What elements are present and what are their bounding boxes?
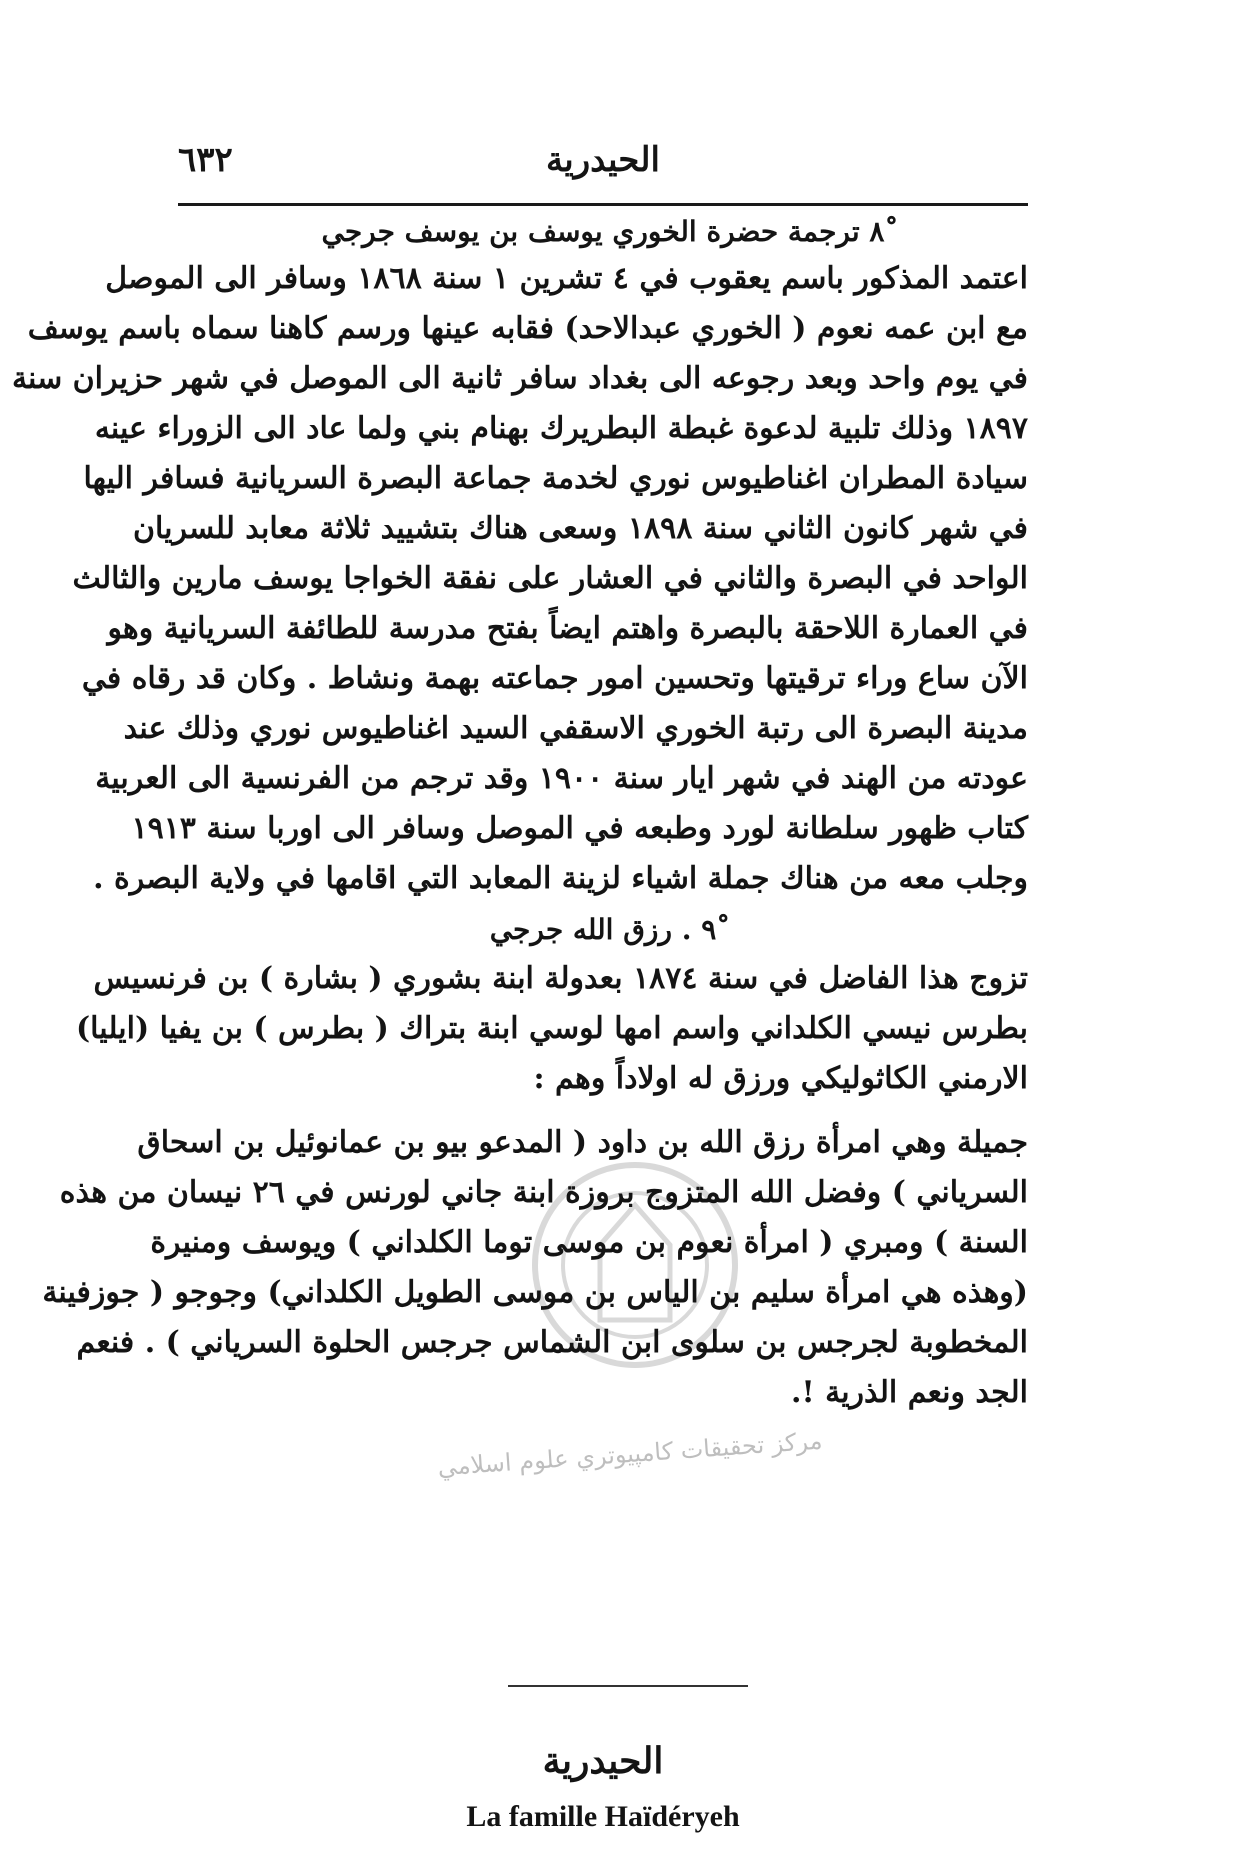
text-line: جميلة وهي امرأة رزق الله بن داود ( المدعو بيو بن عمانوئيل بن اسحاق (137, 1125, 1028, 1160)
watermark-text: مركز تحقيقات كامپيوتري علوم اسلامي (436, 1426, 824, 1482)
text-line: مع ابن عمه نعوم ( الخوري عبدالاحد) فقابه عينها ورسم كاهنا سماه باسم يوسف (27, 311, 1028, 346)
text-line: ١٨٩٧ وذلك تلبية لدعوة غبطة البطريرك بهنام بني ولما عاد الى الزوراء عينه (94, 411, 1028, 446)
text-line: بطرس نيسي الكلداني واسم امها لوسي ابنة بتراك ( بطرس ) بن يفيا (ايليا) (75, 1011, 1028, 1046)
text-line: في العمارة اللاحقة بالبصرة واهتم ايضاً بفتح مدرسة للطائفة السريانية وهو (107, 611, 1028, 646)
text-line: وجلب معه من هناك جملة اشياء لزينة المعابد التي اقامها في ولاية البصرة . (93, 861, 1028, 896)
text-line: (وهذه هي امرأة سليم بن الياس بن موسى الطويل الكلداني) وجوجو ( جوزفينة (42, 1275, 1028, 1310)
section-9-paragraph-1 (75, 954, 1028, 1104)
text-line: مدينة البصرة الى رتبة الخوري الاسقفي السيد اغناطيوس نوري وذلك عند (123, 711, 1028, 746)
next-section-title-arabic: الحيدرية (542, 1740, 664, 1782)
text-line: عودته من الهند في شهر ايار سنة ١٩٠٠ وقد ترجم من الفرنسية الى العربية (95, 761, 1028, 796)
text-line: المخطوبة لجرجس بن سلوى ابن الشماس جرجس الحلوة السرياني ) . فنعم (76, 1325, 1028, 1360)
section-heading-9: ٩ْ . رزق الله جرجي (489, 913, 717, 946)
text-line: في شهر كانون الثاني سنة ١٨٩٨ وسعى هناك بتشييد ثلاثة معابد للسريان (132, 511, 1028, 546)
header-rule (178, 203, 1028, 206)
text-line: السنة ) ومبري ( امرأة نعوم بن موسى توما الكلداني ) ويوسف ومنيرة (150, 1225, 1028, 1260)
page-number: ٦٣٢ (178, 140, 233, 180)
text-line: الارمني الكاثوليكي ورزق له اولاداً وهم : (533, 1061, 1028, 1096)
text-line: كتاب ظهور سلطانة لورد وطبعه في الموصل وسافر الى اوربا سنة ١٩١٣ (131, 811, 1028, 846)
text-line: الواحد في البصرة والثاني في العشار على نفقة الخواجا يوسف مارين والثالث (72, 561, 1028, 596)
section-8-paragraph (11, 254, 1028, 904)
section-9-paragraph-2 (42, 1118, 1028, 1418)
text-line: سيادة المطران اغناطيوس نوري لخدمة جماعة البصرة السريانية فسافر اليها (83, 461, 1028, 496)
section-heading-8: ٨ْ ترجمة حضرة الخوري يوسف بن يوسف جرجي (321, 215, 885, 248)
text-line: في يوم واحد وبعد رجوعه الى بغداد سافر ثانية الى الموصل في شهر حزيران سنة (11, 361, 1028, 396)
text-line: تزوج هذا الفاضل في سنة ١٨٧٤ بعدولة ابنة بشوري ( بشارة ) بن فرنسيس (93, 961, 1028, 996)
section-divider (508, 1685, 748, 1687)
next-section-title-french: La famille Haïdéryeh (466, 1800, 740, 1833)
text-line: السرياني ) وفضل الله المتزوج بروزة ابنة جاني لورنس في ٢٦ نيسان من هذه (59, 1175, 1028, 1210)
page-header (178, 140, 1028, 190)
text-line: اعتمد المذكور باسم يعقوب في ٤ تشرين ١ سنة ١٨٦٨ وسافر الى الموصل (105, 261, 1028, 296)
text-line: الآن ساع وراء ترقيتها وتحسين امور جماعته بهمة ونشاط . وكان قد رقاه في (81, 661, 1028, 696)
running-title: الحيدرية (546, 140, 660, 180)
text-line: الجد ونعم الذرية !. (791, 1375, 1028, 1410)
page-body (11, 210, 1028, 1418)
